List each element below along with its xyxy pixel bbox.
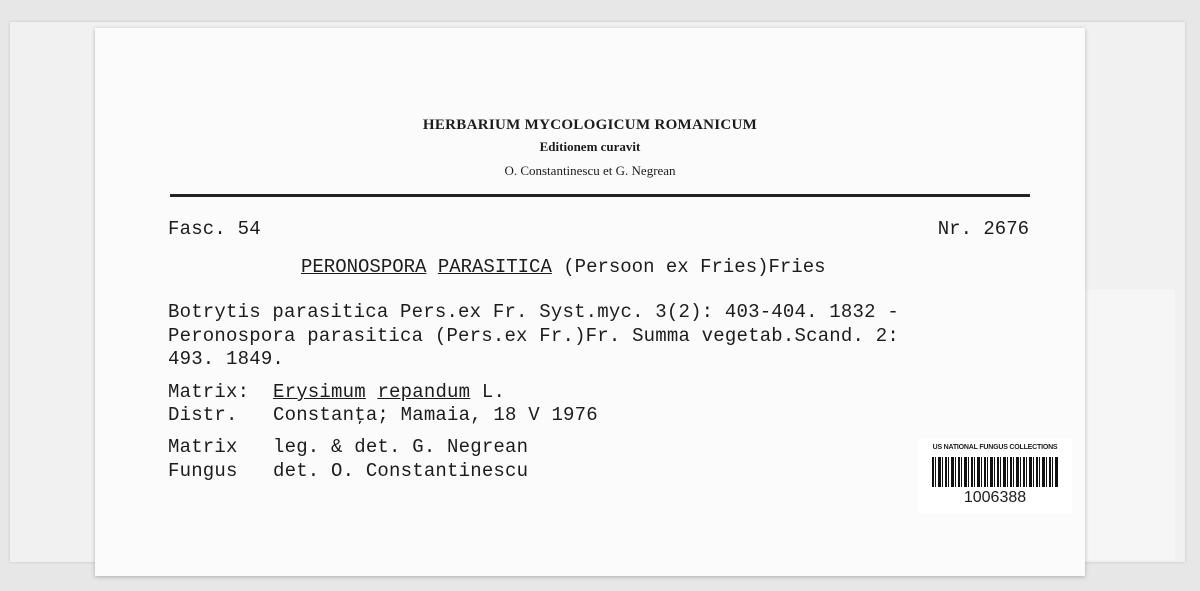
species-name [301, 256, 826, 278]
barcode-icon [932, 457, 1058, 487]
barcode-title: US NATIONAL FUNGUS COLLECTIONS [932, 444, 1058, 451]
synonymy-line: Botrytis parasitica Pers.ex Fr. Syst.myc. 3(2): 403-404. 1832 - [168, 301, 899, 323]
host-genus: Erysimum [273, 381, 366, 403]
barcode-label [918, 439, 1072, 513]
herbarium-label [95, 28, 1085, 576]
synonymy-line: 493. 1849. [168, 348, 285, 370]
species-genus: PERONOSPORA [301, 256, 427, 278]
collector-value: leg. & det. G. Negrean [273, 436, 529, 458]
collector-label: Matrix [168, 436, 238, 458]
distribution [168, 404, 598, 426]
species-authority: (Persoon ex Fries)Fries [563, 256, 826, 278]
host-author: L. [481, 381, 506, 403]
determiner-line [168, 460, 528, 482]
label-header-title: HERBARIUM MYCOLOGICUM ROMANICUM [422, 117, 758, 133]
label-header-subtitle: Editionem curavit [539, 139, 641, 154]
matrix-label: Matrix: [168, 381, 250, 403]
determiner-value: det. O. Constantinescu [273, 460, 529, 482]
exsiccata-number: Nr. 2676 [937, 218, 1029, 240]
host-species: repandum [377, 381, 471, 403]
label-header-editors: O. Constantinescu et G. Negrean [504, 163, 676, 178]
species-epithet: PARASITICA [437, 256, 552, 278]
synonymy-line: Peronospora parasitica (Pers.ex Fr.)Fr. Summa vegetab.Scand. 2: [168, 325, 899, 347]
distribution-label: Distr. [168, 404, 238, 426]
header-divider [170, 194, 1030, 197]
fascicle: Fasc. 54 [168, 218, 261, 240]
collector-line [168, 436, 528, 458]
distribution-value: Constanţa; Mamaia, 18 V 1976 [273, 404, 598, 426]
matrix-host [168, 381, 505, 403]
backing-sheet-edge [1080, 290, 1175, 560]
determiner-label: Fungus [168, 460, 238, 482]
barcode-number: 1006388 [963, 489, 1027, 506]
